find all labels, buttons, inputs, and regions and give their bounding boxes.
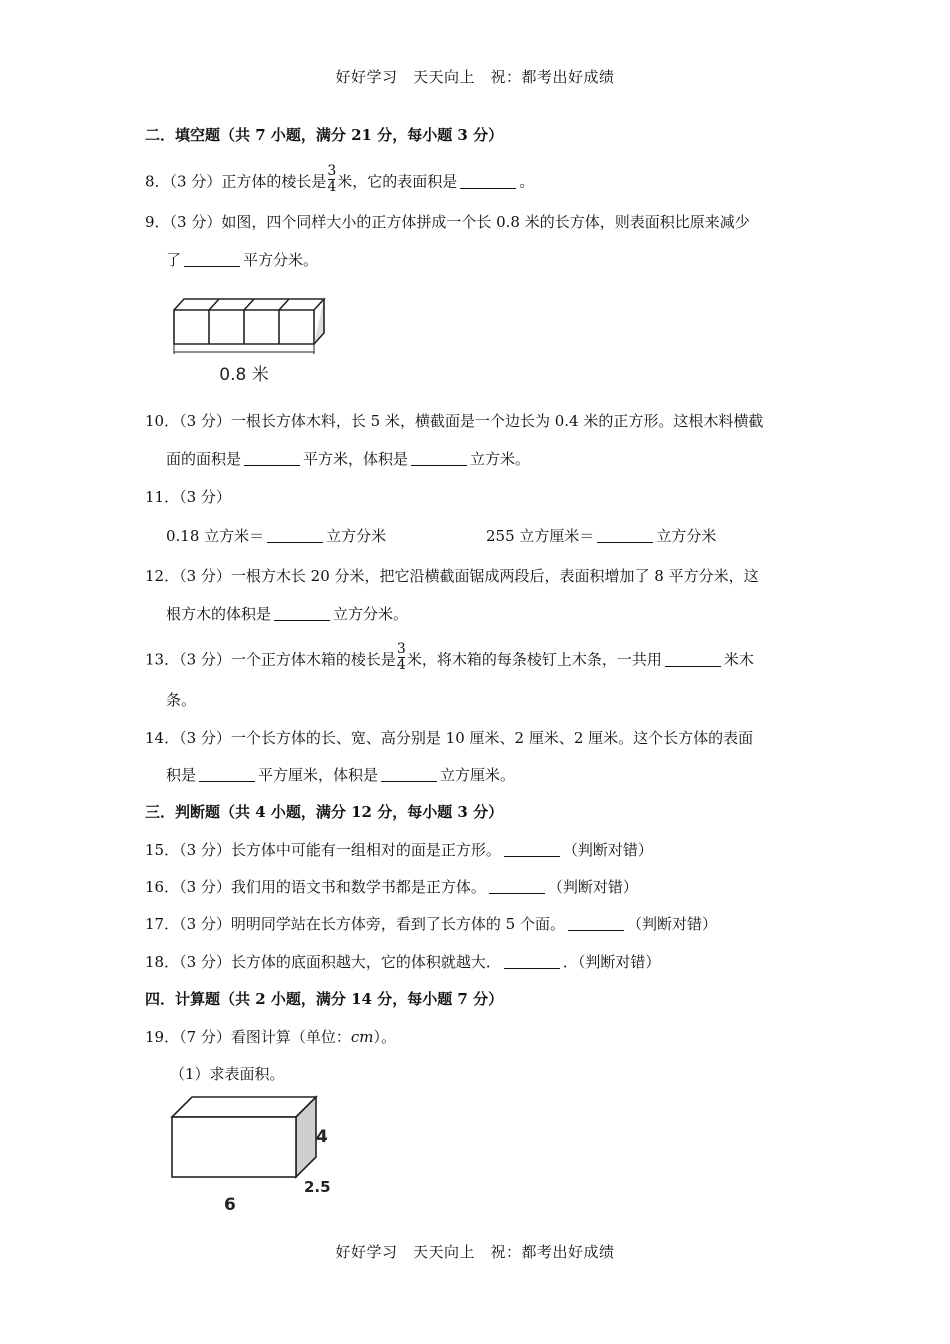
section-title-fill-blank: 二．填空题（共 7 小题，满分 21 分，每小题 3 分） bbox=[145, 126, 504, 144]
answer-blank[interactable] bbox=[504, 952, 560, 969]
figure-label-length: 0.8 米 bbox=[219, 365, 269, 385]
cuboid-height-label: 4 bbox=[316, 1127, 328, 1147]
section-title-calculation: 四．计算题（共 2 小题，满分 14 分，每小题 7 分） bbox=[145, 990, 504, 1008]
section-title-true-false: 三．判断题（共 4 小题，满分 12 分，每小题 3 分） bbox=[145, 803, 504, 821]
question-18: 18．（3 分）长方体的底面积越大，它的体积就越大． ．（判断对错） bbox=[145, 953, 661, 971]
question-12-line2: 根方木的体积是 立方分米。 bbox=[166, 605, 409, 623]
question-13-line1: 13．（3 分）一个正方体木箱的棱长是 $\frac{3}{4}$ 米，将木箱的每条棱钉上木条，一共用 米木 bbox=[145, 641, 754, 673]
question-11-title: 11．（3 分） bbox=[145, 488, 231, 506]
q8-suffix: 米，它的表面积是 bbox=[337, 172, 458, 191]
cuboid-figure bbox=[168, 1090, 343, 1218]
question-9-line1: 9．（3 分）如图，四个同样大小的正方体拼成一个长 0.8 米的长方体，则表面积比原来减少 bbox=[145, 213, 750, 231]
answer-blank[interactable] bbox=[489, 877, 545, 894]
question-16: 16．（3 分）我们用的语文书和数学书都是正方体。 （判断对错） bbox=[145, 878, 638, 896]
question-9-line2: 了 平方分米。 bbox=[166, 251, 319, 269]
answer-blank[interactable] bbox=[504, 840, 560, 857]
q8-prefix: 8．（3 分）正方体的棱长是 bbox=[145, 172, 327, 191]
question-12-line1: 12．（3 分）一根方木长 20 分米，把它沿横截面锯成两段后，表面积增加了 8 平方分米，这 bbox=[145, 567, 759, 585]
question-11-part-a: 0.18 立方米＝ 立方分米 bbox=[166, 527, 387, 545]
cuboid-length-label: 6 bbox=[224, 1195, 236, 1215]
cubes-drawing bbox=[174, 299, 324, 354]
page-footer: 好好学习 天天向上 祝：都考出好成绩 bbox=[335, 1243, 615, 1261]
answer-blank[interactable] bbox=[665, 650, 721, 667]
cuboid-drawing bbox=[172, 1097, 316, 1177]
question-19-sub1: （1）求表面积。 bbox=[170, 1065, 285, 1083]
fraction-three-quarters: $\frac{3}{4}$ bbox=[396, 641, 406, 673]
question-10-line2: 面的面积是 平方米，体积是 立方米。 bbox=[166, 450, 531, 468]
question-14-line1: 14．（3 分）一个长方体的长、宽、高分别是 10 厘米、2 厘米、2 厘米。这个长方体的表面 bbox=[145, 729, 754, 747]
question-10-line1: 10．（3 分）一根长方体木料，长 5 米，横截面是一个边长为 0.4 米的正方形。这根木料横截 bbox=[145, 412, 764, 430]
answer-blank[interactable] bbox=[267, 526, 323, 543]
question-15: 15．（3 分）长方体中可能有一组相对的面是正方形。 （判断对错） bbox=[145, 841, 653, 859]
cuboid-depth-label: 2.5 bbox=[304, 1178, 331, 1196]
answer-blank[interactable] bbox=[597, 526, 653, 543]
four-cubes-figure bbox=[168, 292, 338, 392]
page-header: 好好学习 天天向上 祝：都考出好成绩 bbox=[335, 68, 615, 86]
answer-blank[interactable] bbox=[184, 250, 240, 267]
fraction-three-quarters: $\frac{3}{4}$ bbox=[327, 163, 337, 195]
question-19: 19．（7 分）看图计算（单位：cm）。 bbox=[145, 1028, 397, 1046]
question-13-line2: 条。 bbox=[166, 691, 197, 709]
question-17: 17．（3 分）明明同学站在长方体旁，看到了长方体的 5 个面。 （判断对错） bbox=[145, 915, 717, 933]
question-11-part-b: 255 立方厘米＝ 立方分米 bbox=[486, 527, 717, 545]
answer-blank[interactable] bbox=[274, 604, 330, 621]
question-14-line2: 积是 平方厘米，体积是 立方厘米。 bbox=[166, 766, 516, 784]
answer-blank[interactable] bbox=[411, 449, 467, 466]
answer-blank[interactable] bbox=[568, 914, 624, 931]
answer-blank[interactable] bbox=[244, 449, 300, 466]
question-8: 8．（3 分）正方体的棱长是 $\frac{3}{4}$ 米，它的表面积是 。 bbox=[145, 163, 535, 195]
answer-blank[interactable] bbox=[199, 765, 255, 782]
answer-blank[interactable] bbox=[460, 172, 516, 189]
answer-blank[interactable] bbox=[381, 765, 437, 782]
